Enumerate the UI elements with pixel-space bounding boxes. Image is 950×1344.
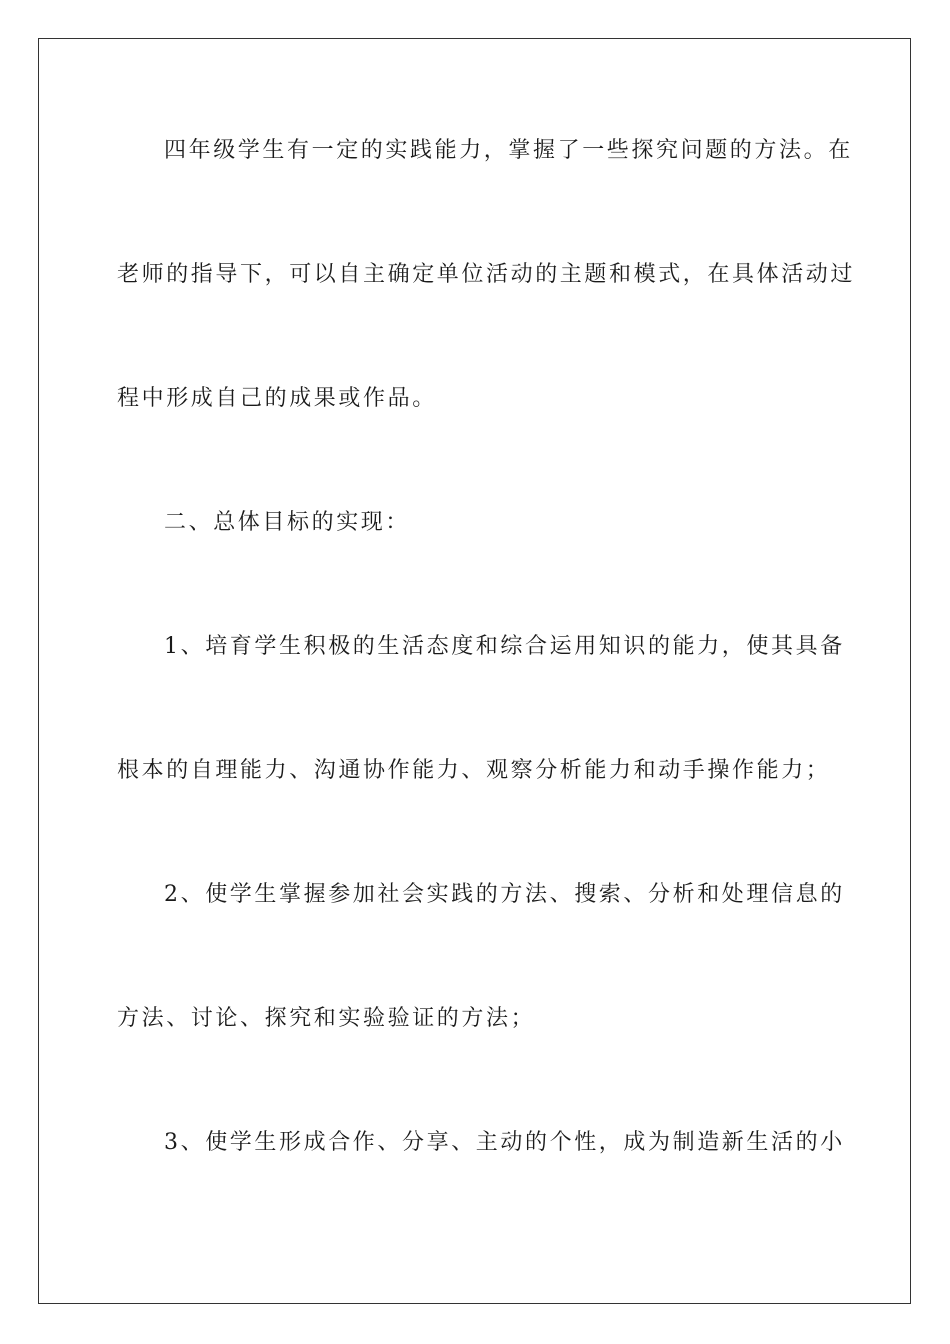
paragraph-line-2: 老师的指导下，可以自主确定单位活动的主题和模式，在具体活动过 xyxy=(117,262,856,287)
paragraph-line-3: 程中形成自己的成果或作品。 xyxy=(117,386,437,411)
list-item-2-line-2: 方法、讨论、探究和实验验证的方法； xyxy=(117,1006,536,1031)
paragraph-line-1: 四年级学生有一定的实践能力，掌握了一些探究问题的方法。在 xyxy=(164,138,853,163)
list-item-3-line-1: 3、使学生形成合作、分享、主动的个性，成为制造新生活的小 xyxy=(164,1130,845,1155)
list-item-1-line-2: 根本的自理能力、沟通协作能力、观察分析能力和动手操作能力； xyxy=(117,758,831,783)
page-border xyxy=(38,38,911,1304)
list-item-2-line-1: 2、使学生掌握参加社会实践的方法、搜索、分析和处理信息的 xyxy=(164,882,845,907)
list-item-1-line-1: 1、培育学生积极的生活态度和综合运用知识的能力，使其具备 xyxy=(164,634,845,659)
section-heading: 二、总体目标的实现： xyxy=(164,510,411,535)
